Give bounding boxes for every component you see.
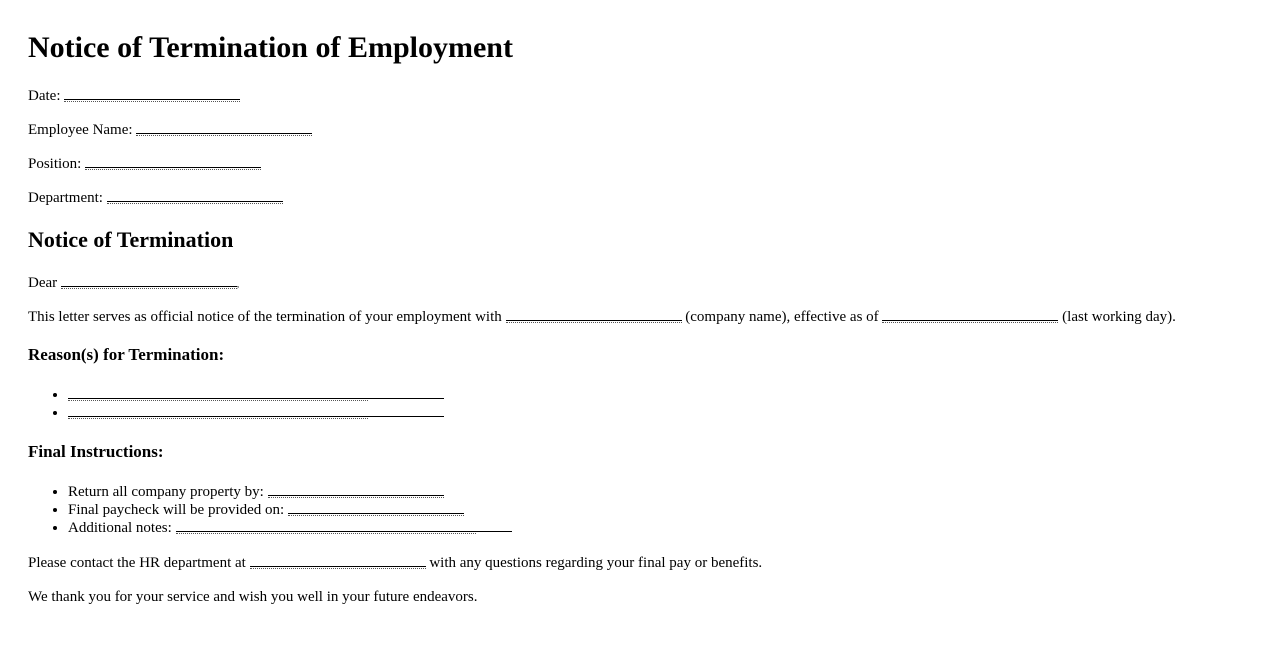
date-input[interactable] <box>64 87 240 100</box>
final-instructions-heading: Final Instructions: <box>28 442 164 461</box>
notice-body-paragraph <box>28 308 1176 326</box>
closing-text: We thank you for your service and wish you well in your future endeavors. <box>28 589 478 605</box>
recipient-name-input[interactable] <box>61 274 240 289</box>
notice-body-text-2: (company name), effective as of <box>685 309 879 325</box>
position-label: Position: <box>28 156 82 172</box>
notice-body-text-3: (last working day). <box>1062 309 1176 325</box>
final-instruction-item <box>68 501 512 519</box>
return-property-label: Return all company property by: <box>68 484 264 500</box>
position-field-row <box>28 155 261 173</box>
page-title: Notice of Termination of Employment <box>28 31 513 64</box>
salutation-text: Dear <box>28 275 58 291</box>
notice-heading: Notice of Termination <box>28 227 234 252</box>
salutation-row <box>28 274 239 293</box>
final-instructions-list <box>28 483 512 537</box>
return-property-date-input[interactable] <box>268 483 444 496</box>
final-paycheck-label: Final paycheck will be provided on: <box>68 502 285 518</box>
date-label: Date: <box>28 88 61 104</box>
final-instruction-item <box>68 483 512 501</box>
reason-2-input[interactable] <box>68 404 444 417</box>
last-working-day-input[interactable] <box>882 308 1058 321</box>
final-paycheck-date-input[interactable] <box>288 501 464 514</box>
employee-name-field-row <box>28 121 312 139</box>
closing-paragraph <box>28 588 478 606</box>
additional-notes-input[interactable] <box>176 519 512 532</box>
reasons-list <box>28 386 444 422</box>
reasons-heading: Reason(s) for Termination: <box>28 345 225 364</box>
contact-paragraph <box>28 554 762 572</box>
department-field-row <box>28 189 283 207</box>
employee-name-label: Employee Name: <box>28 122 133 138</box>
department-input[interactable] <box>107 189 283 202</box>
additional-notes-label: Additional notes: <box>68 520 172 536</box>
date-field-row <box>28 87 240 105</box>
department-label: Department: <box>28 190 103 206</box>
employee-name-input[interactable] <box>136 121 312 134</box>
contact-text-1: Please contact the HR department at <box>28 555 246 571</box>
hr-contact-input[interactable] <box>250 554 426 567</box>
contact-text-2: with any questions regarding your final pay or benefits. <box>429 555 763 571</box>
position-input[interactable] <box>85 155 261 168</box>
reason-item <box>68 404 444 422</box>
reason-1-input[interactable] <box>68 386 444 399</box>
company-name-input[interactable] <box>506 308 682 321</box>
salutation-comma: , <box>236 279 240 289</box>
final-instruction-item <box>68 519 512 537</box>
notice-body-text-1: This letter serves as official notice of the termination of your employment with <box>28 309 502 325</box>
reason-item <box>68 386 444 404</box>
